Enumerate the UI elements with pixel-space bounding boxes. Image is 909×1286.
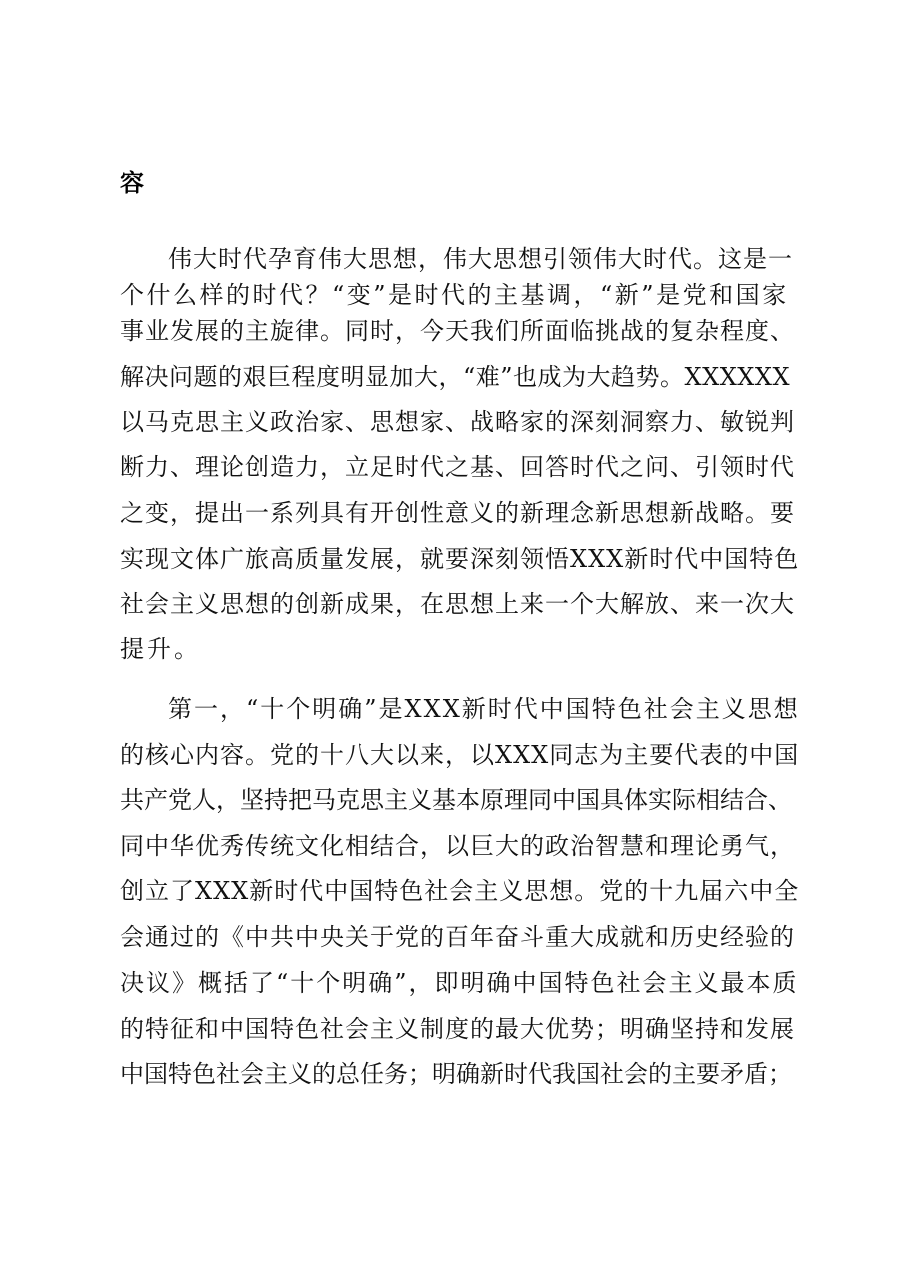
paragraph-1-line-9: 社会主义思想的创新成果，在思想上来一个大解放、来一次大 bbox=[120, 590, 795, 618]
paragraph-2-line-8: 的特征和中国特色社会主义制度的最大优势；明确坚持和发展 bbox=[120, 1015, 795, 1043]
paragraph-1-line-2: 个什么样的时代？“变”是时代的主基调，“新”是党和国家 bbox=[120, 281, 789, 309]
paragraph-2-line-5: 创立了XXX新时代中国特色社会主义思想。党的十九届六中全 bbox=[120, 877, 800, 905]
paragraph-2-line-6: 会通过的《中共中央关于党的百年奋斗重大成就和历史经验的 bbox=[120, 923, 795, 951]
paragraph-1-line-6: 断力、理论创造力，立足时代之基、回答时代之问、引领时代 bbox=[120, 453, 795, 481]
paragraph-1-line-1: 伟大时代孕育伟大思想，伟大思想引领伟大时代。这是一 bbox=[168, 245, 793, 273]
paragraph-2-line-2: 的核心内容。党的十八大以来，以XXX同志为主要代表的中国 bbox=[120, 741, 800, 769]
paragraph-1-line-3: 事业发展的主旋律。同时，今天我们所面临挑战的复杂程度、 bbox=[120, 317, 795, 345]
paragraph-1-line-10: 提升。 bbox=[120, 635, 201, 663]
paragraph-1-line-4: 解决问题的艰巨程度明显加大，“难”也成为大趋势。XXXXXX bbox=[120, 363, 791, 391]
section-heading: 容 bbox=[120, 169, 144, 197]
paragraph-1-line-8: 实现文体广旅高质量发展，就要深刻领悟XXX新时代中国特色 bbox=[120, 545, 800, 573]
paragraph-2-line-4: 同中华优秀传统文化相结合，以巨大的政治智慧和理论勇气， bbox=[120, 832, 795, 860]
paragraph-2-line-3: 共产党人，坚持把马克思主义基本原理同中国具体实际相结合、 bbox=[120, 786, 792, 814]
paragraph-1-line-7: 之变，提出一系列具有开创性意义的新理念新思想新战略。要 bbox=[120, 499, 795, 527]
paragraph-2-line-9: 中国特色社会主义的总任务；明确新时代我国社会的主要矛盾； bbox=[120, 1060, 792, 1088]
paragraph-1-line-5: 以马克思主义政治家、思想家、战略家的深刻洞察力、敏锐判 bbox=[120, 408, 795, 436]
paragraph-2-line-7: 决议》概括了“十个明确”，即明确中国特色社会主义最本质 bbox=[120, 969, 799, 997]
paragraph-2-line-1: 第一，“十个明确”是XXX新时代中国特色社会主义思想 bbox=[168, 695, 800, 723]
